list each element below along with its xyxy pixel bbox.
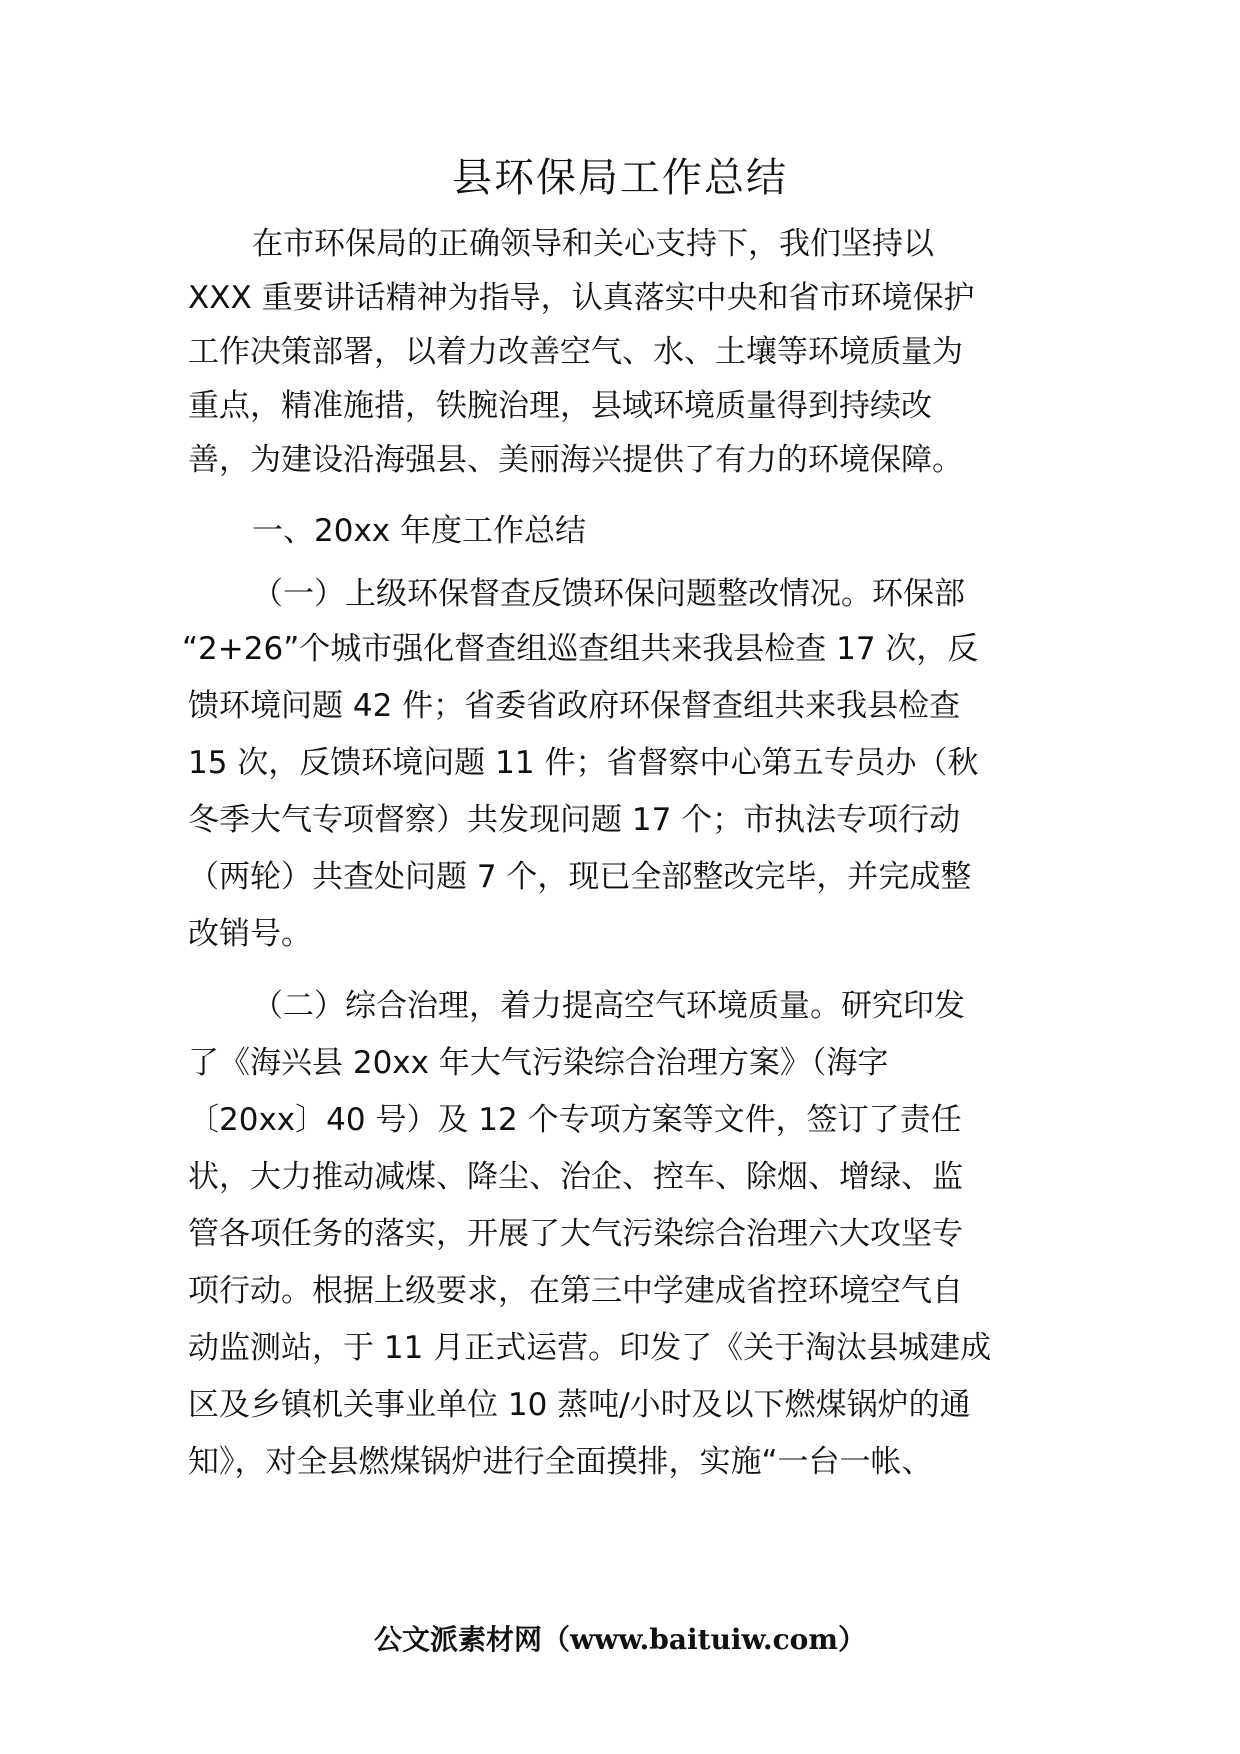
text-line: 工作决策部署，以着力改善空气、水、土壤等环境质量为 — [188, 334, 963, 370]
text-line: 项行动。根据上级要求，在第三中学建成省控环境空气自 — [188, 1273, 963, 1309]
text-line: 在市环保局的正确领导和关心支持下，我们坚持以 — [252, 226, 934, 262]
text-line: 管各项任务的落实，开展了大气污染综合治理六大攻坚专 — [188, 1216, 963, 1252]
text-line: （二）综合治理，着力提高空气环境质量。研究印发 — [252, 988, 965, 1024]
text-line: 〔20xx〕40 号）及 12 个专项方案等文件，签订了责任 — [188, 1102, 962, 1138]
document-title: 县环保局工作总结 — [452, 155, 788, 201]
text-line: 状，大力推动减煤、降尘、治企、控车、除烟、增绿、监 — [188, 1159, 963, 1195]
text-line: 馈环境问题 42 件；省委省政府环保督查组共来我县检查 — [188, 688, 961, 724]
section-heading: 一、20xx 年度工作总结 — [252, 513, 586, 549]
text-line: 重点，精准施措，铁腕治理，县域环境质量得到持续改 — [188, 388, 932, 424]
text-line: “2+26”个城市强化督查组巡查组共来我县检查 17 次，反 — [182, 631, 979, 667]
text-line: （一）上级环保督查反馈环保问题整改情况。环保部 — [252, 576, 965, 612]
text-line: 知》，对全县燃煤锅炉进行全面摸排，实施“一台一帐、 — [188, 1444, 933, 1480]
text-line: （两轮）共查处问题 7 个，现已全部整改完毕，并完成整 — [188, 859, 972, 895]
text-line: XXX 重要讲话精神为指导，认真落实中央和省市环境保护 — [188, 280, 975, 316]
text-line: 动监测站，于 11 月正式运营。印发了《关于淘汰县城建成 — [188, 1330, 992, 1366]
text-line: 区及乡镇机关事业单位 10 蒸吨/小时及以下燃煤锅炉的通 — [188, 1387, 971, 1423]
text-line: 改销号。 — [188, 916, 312, 952]
text-line: 15 次，反馈环境问题 11 件；省督察中心第五专员办（秋 — [188, 745, 979, 781]
text-line: 了《海兴县 20xx 年大气污染综合治理方案》（海字 — [188, 1045, 889, 1081]
text-line: 善，为建设沿海强县、美丽海兴提供了有力的环境保障。 — [188, 442, 963, 478]
footer-watermark-text: 公文派素材网（www.baituiw.com） — [374, 1623, 866, 1656]
text-line: 冬季大气专项督察）共发现问题 17 个；市执法专项行动 — [188, 802, 961, 838]
